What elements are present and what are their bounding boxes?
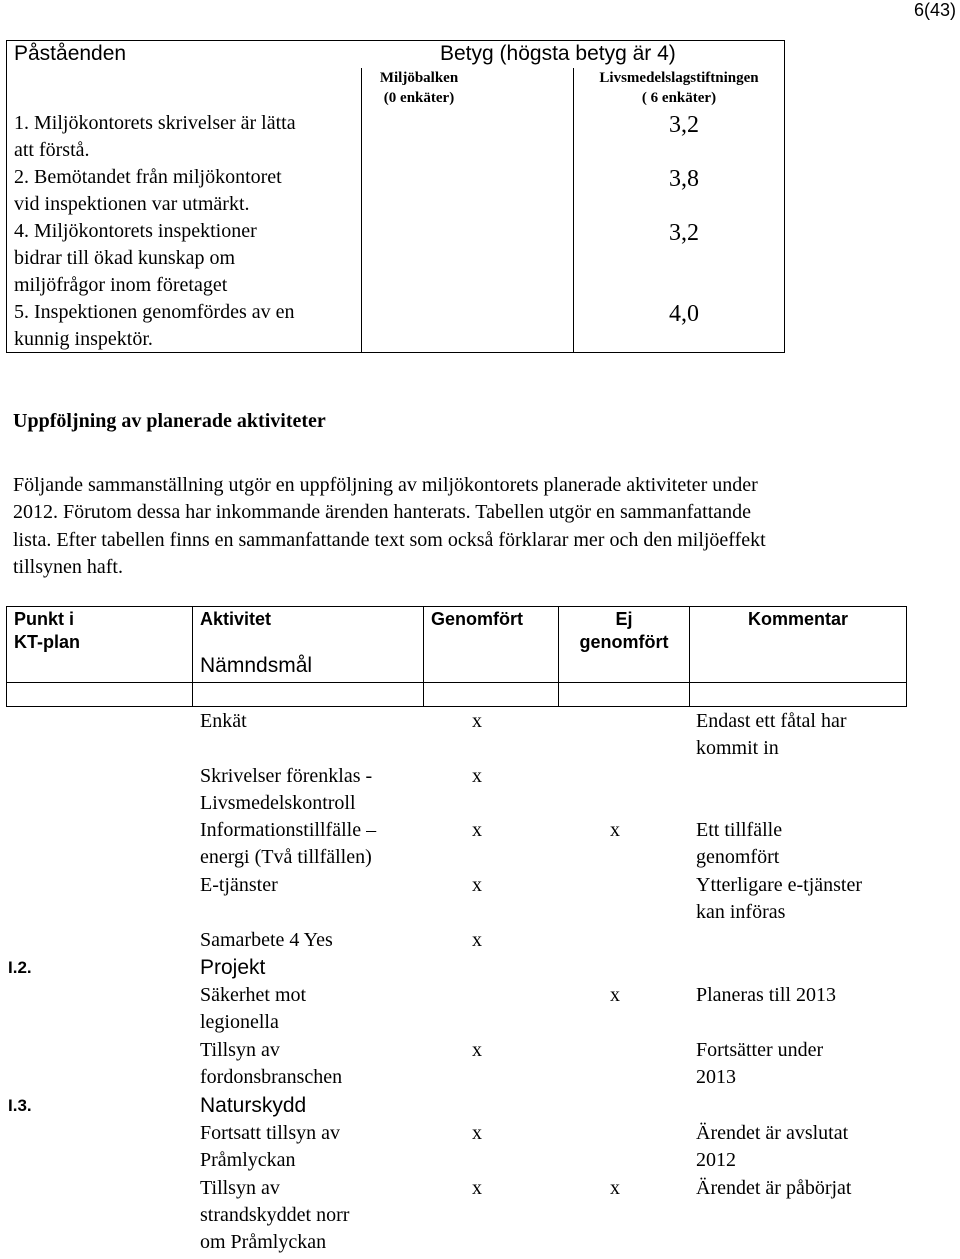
done-mark: x (472, 1039, 482, 1061)
header-kommentar: Kommentar (747, 609, 849, 629)
statement-line: bidrar till ökad kunskap om (14, 247, 236, 269)
activity-line: strandskyddet norr (200, 1204, 350, 1226)
comment-line: Ett tillfälle (696, 819, 783, 841)
activity-row (200, 1037, 342, 1091)
activity-line: Pråmlyckan (200, 1149, 296, 1171)
grade-value: 3,8 (669, 166, 699, 192)
col-livsmedel-header (574, 68, 784, 108)
activity-row (200, 872, 278, 899)
activity-line: Enkät (200, 710, 247, 732)
comment-line: Ärendet är avslutat (696, 1122, 849, 1144)
activity-row (200, 817, 376, 871)
done-mark: x (472, 710, 482, 732)
paragraph-line: tillsynen haft. (13, 555, 123, 578)
activity-row (200, 927, 333, 954)
activity-row (200, 1175, 349, 1256)
activity-line: Samarbete 4 Yes (200, 929, 333, 951)
table1-header-grade: Betyg (högsta betyg är 4) (440, 42, 676, 65)
comment-line: 2013 (696, 1066, 736, 1088)
statement-row (14, 110, 296, 164)
statement-row (14, 164, 282, 218)
grade-value: 3,2 (669, 112, 699, 138)
comment-line: kan införas (696, 901, 786, 923)
grade-value: 3,2 (669, 220, 699, 246)
statement-line: 5. Inspektionen genomfördes av en (14, 301, 295, 323)
activity-line: legionella (200, 1011, 279, 1033)
table1-header-statements: Påståenden (14, 42, 127, 65)
done-mark: x (472, 1122, 482, 1144)
punkt-naturskydd: I.3. (8, 1096, 32, 1115)
section-heading: Uppföljning av planerade aktiviteter (13, 410, 326, 432)
paragraph-line: Följande sammanställning utgör en uppföljning av miljökontorets planerade aktiviteter under (13, 474, 758, 496)
comment (696, 708, 847, 762)
rating-table (6, 40, 785, 353)
header-aktivitet: Aktivitet (200, 609, 272, 629)
comment (696, 1120, 848, 1174)
header-line: genomfört (579, 632, 669, 652)
comment (696, 817, 782, 871)
grade-value: 4,0 (669, 301, 699, 327)
activity-row (200, 982, 306, 1036)
header-line: Punkt i (14, 609, 75, 629)
intro-paragraph (13, 472, 913, 581)
comment-line: Ärendet är påbörjat (696, 1177, 852, 1199)
comment (696, 1175, 851, 1202)
col-miljobalken-label: Miljöbalken (379, 70, 459, 86)
header-genomfort: Genomfört (431, 609, 523, 629)
comment (696, 872, 862, 926)
col-livsmedel-sub: ( 6 enkäter) (641, 90, 717, 106)
statement-line: kunnig inspektör. (14, 328, 153, 350)
activity-row (200, 1120, 340, 1174)
done-mark: x (472, 929, 482, 951)
section-naturskydd: Naturskydd (200, 1094, 307, 1117)
paragraph-line: lista. Efter tabellen finns en sammanfattande text som också förklarar mer och den miljöeffekt (13, 528, 766, 551)
activity-line: fordonsbranschen (200, 1066, 343, 1088)
comment-line: 2012 (696, 1149, 736, 1171)
activity-line: om Pråmlyckan (200, 1231, 327, 1253)
punkt-projekt: I.2. (8, 958, 32, 977)
statement-line: vid inspektionen var utmärkt. (14, 193, 250, 215)
comment-line: kommit in (696, 737, 779, 759)
activity-line: Skrivelser förenklas - (200, 765, 373, 787)
comment-line: Endast ett fåtal har (696, 710, 847, 732)
comment (696, 982, 836, 1009)
paragraph-line: 2012. Förutom dessa har inkommande ärenden hanterats. Tabellen utgör en sammanfattande (13, 501, 752, 524)
activity-row (200, 763, 372, 817)
statement-row (14, 299, 294, 353)
not-done-mark: x (610, 819, 620, 841)
done-mark: x (472, 819, 482, 841)
col-miljobalken-sub: (0 enkäter) (383, 90, 455, 106)
statement-row (14, 218, 257, 299)
activity-line: Fortsatt tillsyn av (200, 1122, 340, 1144)
not-done-mark: x (610, 984, 620, 1006)
activity-line: Säkerhet mot (200, 984, 307, 1006)
done-mark: x (472, 1177, 482, 1199)
activity-row (200, 708, 247, 735)
activity-table (6, 606, 907, 1256)
section-namndsmal: Nämndsmål (200, 654, 313, 677)
statement-line: 4. Miljökontorets inspektioner (14, 220, 257, 242)
statement-line: att förstå. (14, 139, 90, 161)
section-projekt: Projekt (200, 956, 266, 979)
comment-line: Fortsätter under (696, 1039, 824, 1061)
activity-line: Informationstillfälle – (200, 819, 377, 841)
col-livsmedel-label: Livsmedelslagstiftningen (599, 70, 759, 86)
activity-line: E-tjänster (200, 874, 278, 896)
header-line: Ej (615, 609, 633, 629)
comment-line: Ytterligare e-tjänster (696, 874, 863, 896)
header-ej-genomfort (559, 608, 689, 654)
col-miljobalken-header (362, 68, 476, 108)
page-number: 6(43) (913, 0, 956, 20)
statement-line: 1. Miljökontorets skrivelser är lätta (14, 112, 296, 134)
comment-line: Planeras till 2013 (696, 984, 836, 1006)
activity-line: Tillsyn av (200, 1039, 280, 1061)
done-mark: x (472, 765, 482, 787)
comment (696, 1037, 823, 1091)
done-mark: x (472, 874, 482, 896)
activity-line: Livsmedelskontroll (200, 792, 356, 814)
comment-line: genomfört (696, 846, 780, 868)
statement-line: 2. Bemötandet från miljökontoret (14, 166, 282, 188)
not-done-mark: x (610, 1177, 620, 1199)
header-line: KT-plan (14, 632, 80, 652)
header-punkt (14, 608, 80, 654)
activity-line: Tillsyn av (200, 1177, 280, 1199)
activity-line: energi (Två tillfällen) (200, 846, 372, 868)
statement-line: miljöfrågor inom företaget (14, 274, 228, 296)
